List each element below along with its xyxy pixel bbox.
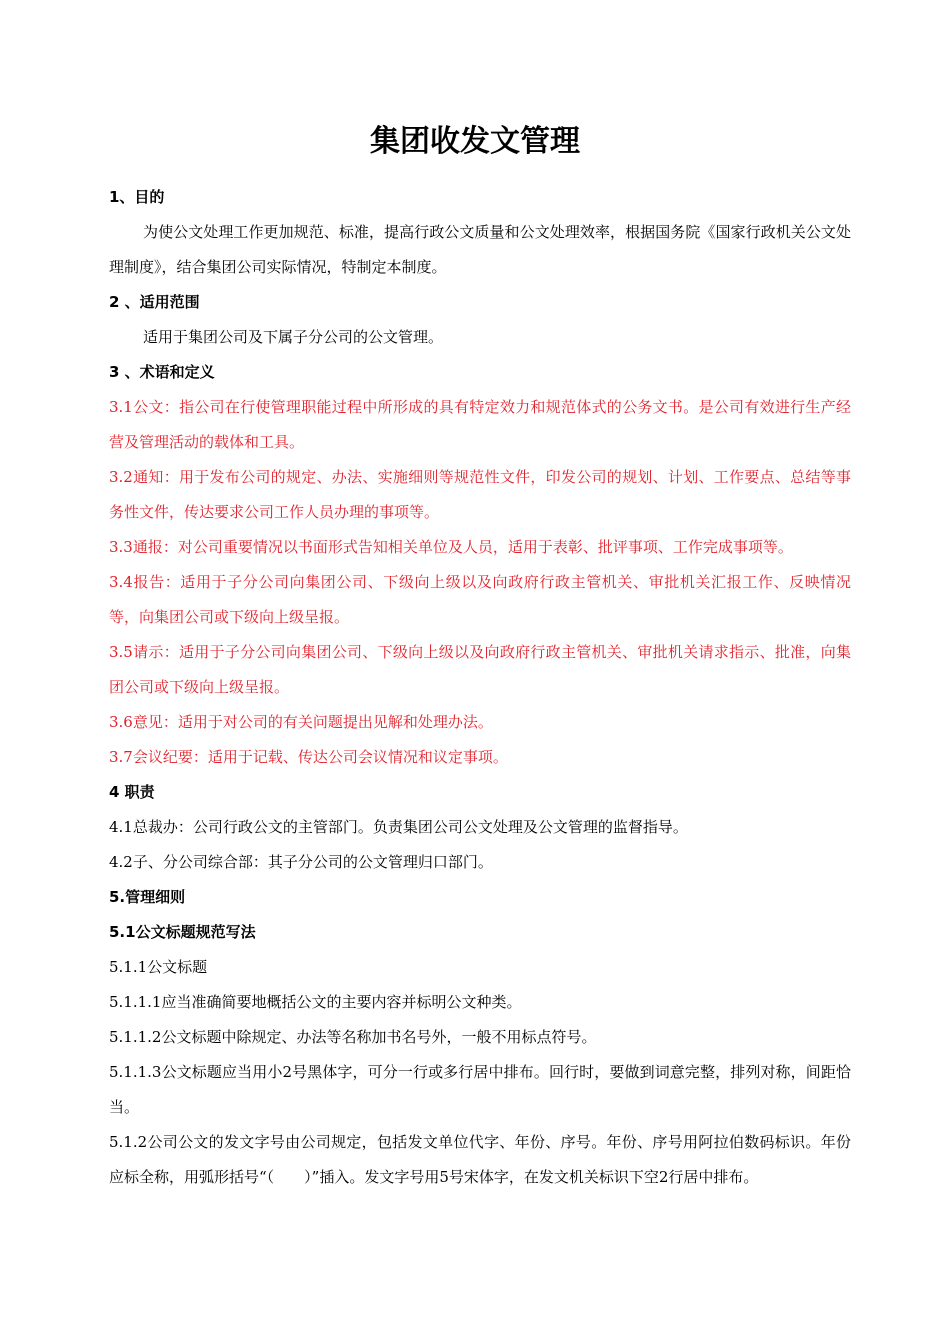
responsibility-subsidiary-office: 4.2子、分公司综合部：其子分公司的公文管理归口部门。 xyxy=(109,853,493,871)
definition-report: 3.4报告：适用于子分公司向集团公司、下级向上级以及向政府行政主管机关、审批机关汇报工作、反映情况等，向集团公司或下级向上级呈报。 xyxy=(109,573,851,626)
scope-paragraph: 适用于集团公司及下属子分公司的公文管理。 xyxy=(143,328,444,346)
definition-notice: 3.2通知：用于发布公司的规定、办法、实施细则等规范性文件，印发公司的规划、计划、工作要点、总结等事务性文件，传达要求公司工作人员办理的事项等。 xyxy=(109,468,851,521)
section-heading-responsibilities: 4 职责 xyxy=(109,783,155,801)
subsection-heading-title-rules: 5.1公文标题规范写法 xyxy=(109,923,256,941)
document-title: 集团收发文管理 xyxy=(370,124,580,159)
rule-item: 5.1.2公司公文的发文字号由公司规定，包括发文单位代字、年份、序号。年份、序号用阿拉伯数码标识。年份应标全称，用弧形括号“（ ）”插入。发文字号用5号宋体字，在发文机关标识下空2行居中排布。 xyxy=(109,1133,851,1186)
definition-bulletin: 3.3通报：对公司重要情况以书面形式告知相关单位及人员，适用于表彰、批评事项、工作完成事项等。 xyxy=(109,538,793,556)
purpose-paragraph: 为使公文处理工作更加规范、标准，提高行政公文质量和公文处理效率，根据国务院《国家行政机关公文处理制度》，结合集团公司实际情况，特制定本制度。 xyxy=(109,223,851,276)
definition-opinion: 3.6意见：适用于对公司的有关问题提出见解和处理办法。 xyxy=(109,713,493,731)
definition-request: 3.5请示：适用于子分公司向集团公司、下级向上级以及向政府行政主管机关、审批机关请求指示、批准，向集团公司或下级向上级呈报。 xyxy=(109,643,851,696)
rule-item: 5.1.1.1应当准确简要地概括公文的主要内容并标明公文种类。 xyxy=(109,993,522,1011)
rule-item: 5.1.1.3公文标题应当用小2号黑体字，可分一行或多行居中排布。回行时，要做到词意完整，排列对称，间距恰当。 xyxy=(109,1063,851,1116)
section-heading-management-rules: 5.管理细则 xyxy=(109,888,186,906)
rule-item: 5.1.1公文标题 xyxy=(109,958,208,976)
definition-meeting-minutes: 3.7会议纪要：适用于记载、传达公司会议情况和议定事项。 xyxy=(109,748,508,766)
document-body xyxy=(109,180,851,1195)
responsibility-president-office: 4.1总裁办：公司行政公文的主管部门。负责集团公司公文处理及公文管理的监督指导。 xyxy=(109,818,688,836)
rule-item: 5.1.1.2公文标题中除规定、办法等名称加书名号外，一般不用标点符号。 xyxy=(109,1028,597,1046)
section-heading-scope: 2 、适用范围 xyxy=(109,293,200,311)
definition-official-document: 3.1公文：指公司在行使管理职能过程中所形成的具有特定效力和规范体式的公务文书。是公司有效进行生产经营及管理活动的载体和工具。 xyxy=(109,398,851,451)
section-heading-definitions: 3 、术语和定义 xyxy=(109,363,215,381)
section-heading-purpose: 1、目的 xyxy=(109,188,165,206)
